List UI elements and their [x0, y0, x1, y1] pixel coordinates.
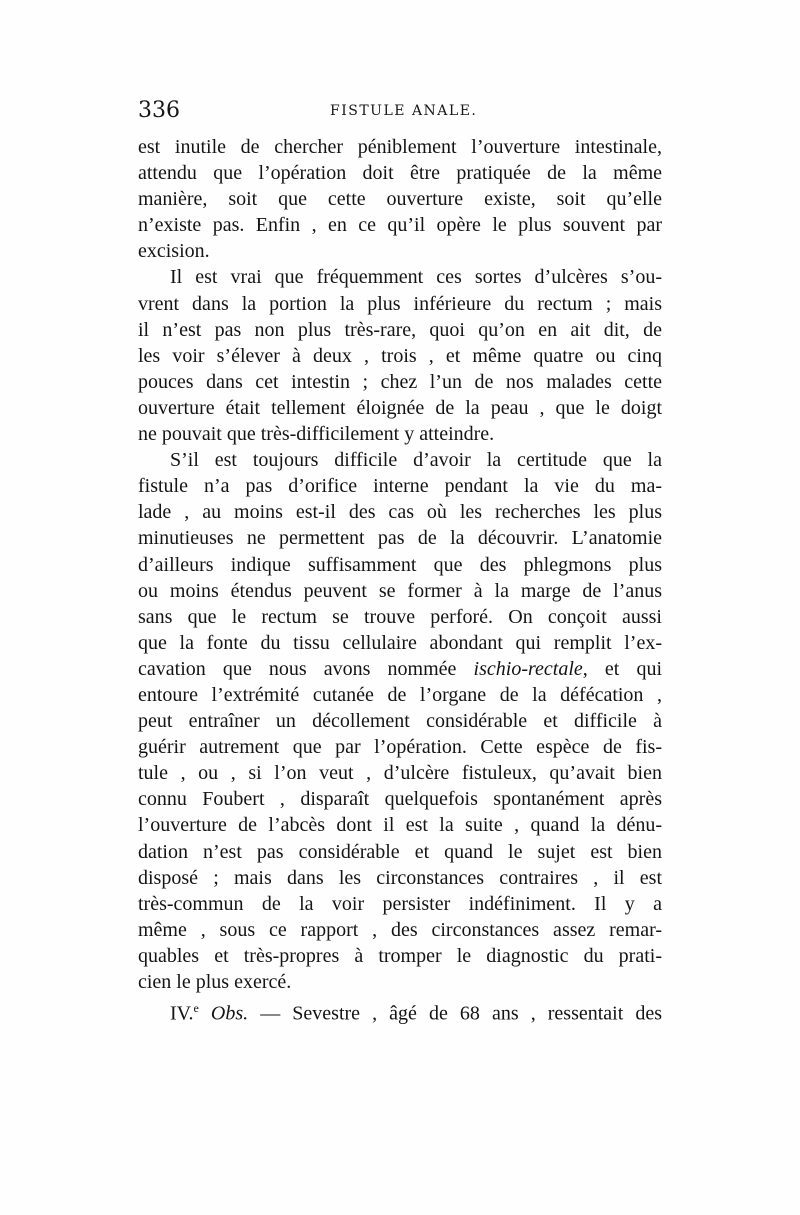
body-text: [138, 134, 662, 1025]
text-line: très-commun de la voir persister indéfiniment. Il y a: [138, 892, 662, 915]
text-line: d’ailleurs indique suffisamment que des phlegmons plus: [138, 553, 662, 576]
text-line: dation n’est pas considérable et quand le sujet est bien: [138, 840, 662, 863]
text-line: que la fonte du tissu cellulaire abondant qui remplit l’ex-: [138, 631, 662, 654]
text-line: est inutile de chercher péniblement l’ouverture intestinale,: [138, 136, 662, 158]
italic-term: ischio-rectale: [473, 657, 583, 680]
text-line: l’ouverture de l’abcès dont il est la suite , quand la dénu-: [138, 814, 662, 837]
text-line: ne pouvait que très-difficilement y atteindre.: [138, 423, 495, 446]
text-line: connu Foubert , disparaît quelquefois spontanément après: [138, 788, 662, 811]
text-line: excision.: [138, 240, 210, 263]
observation-number: IV.: [170, 1002, 194, 1025]
observation-label: Obs.: [210, 1002, 249, 1025]
text-line: les voir s’élever à deux , trois , et même quatre ou cinq: [138, 344, 662, 367]
text-line: minutieuses ne permettent pas de la découvrir. L’anatomie: [138, 527, 662, 550]
text-line: cien le plus exercé.: [138, 971, 292, 993]
page-header: [138, 98, 662, 128]
text-line: guérir autrement que par l’opération. Cette espèce de fis-: [138, 736, 662, 759]
text-line: quables et très-propres à tromper le diagnostic du prati-: [138, 944, 662, 967]
text-line: tule , ou , si l’on veut , d’ulcère fistuleux, qu’avait bien: [138, 762, 662, 785]
text-line: ouverture était tellement éloignée de la peau , que le doigt: [138, 396, 662, 419]
text-line: [138, 656, 662, 682]
text-line: même , sous ce rapport , des circonstances assez remar-: [138, 918, 662, 941]
text-line: attendu que l’opération doit être pratiquée de la même: [138, 162, 662, 185]
text-segment: , et qui: [582, 657, 662, 680]
text-line: vrent dans la portion la plus inférieure du rectum ; mais: [138, 292, 662, 315]
running-head: FISTULE ANALE.: [330, 103, 478, 119]
text-line: Il est vrai que fréquemment ces sortes d’ulcères s’ou-: [170, 266, 662, 289]
text-line: pouces dans cet intestin ; chez l’un de nos malades cette: [138, 370, 662, 393]
text-line: sans que le rectum se trouve perforé. On conçoit aussi: [138, 605, 662, 628]
text-segment: cavation que nous avons nommée: [138, 657, 474, 680]
text-line: n’existe pas. Enfin , en ce qu’il opère le plus souvent par: [138, 214, 662, 237]
text-line: S’il est toujours difficile d’avoir la certitude que la: [170, 449, 662, 472]
observation-text: — Sevestre , âgé de 68 ans , ressentait des: [248, 1002, 662, 1025]
text-line: peut entraîner un décollement considérable et difficile à: [138, 710, 662, 733]
text-line: il n’est pas non plus très-rare, quoi qu’on en ait dit, de: [138, 318, 662, 341]
text-line: entoure l’extrémité cutanée de l’organe de la défécation ,: [138, 683, 662, 706]
text-line: ou moins étendus peuvent se former à la marge de l’anus: [138, 579, 662, 602]
page-number: 336: [138, 98, 180, 123]
text-line: lade , au moins est-il des cas où les recherches les plus: [138, 501, 662, 524]
observation-line: [138, 995, 662, 1025]
text-line: fistule n’a pas d’orifice interne pendant la vie du ma-: [138, 475, 662, 498]
text-line: manière, soit que cette ouverture existe, soit qu’elle: [138, 188, 662, 211]
text-line: disposé ; mais dans les circonstances contraires , il est: [138, 866, 662, 889]
observation-number-sup: e: [193, 1001, 199, 1016]
